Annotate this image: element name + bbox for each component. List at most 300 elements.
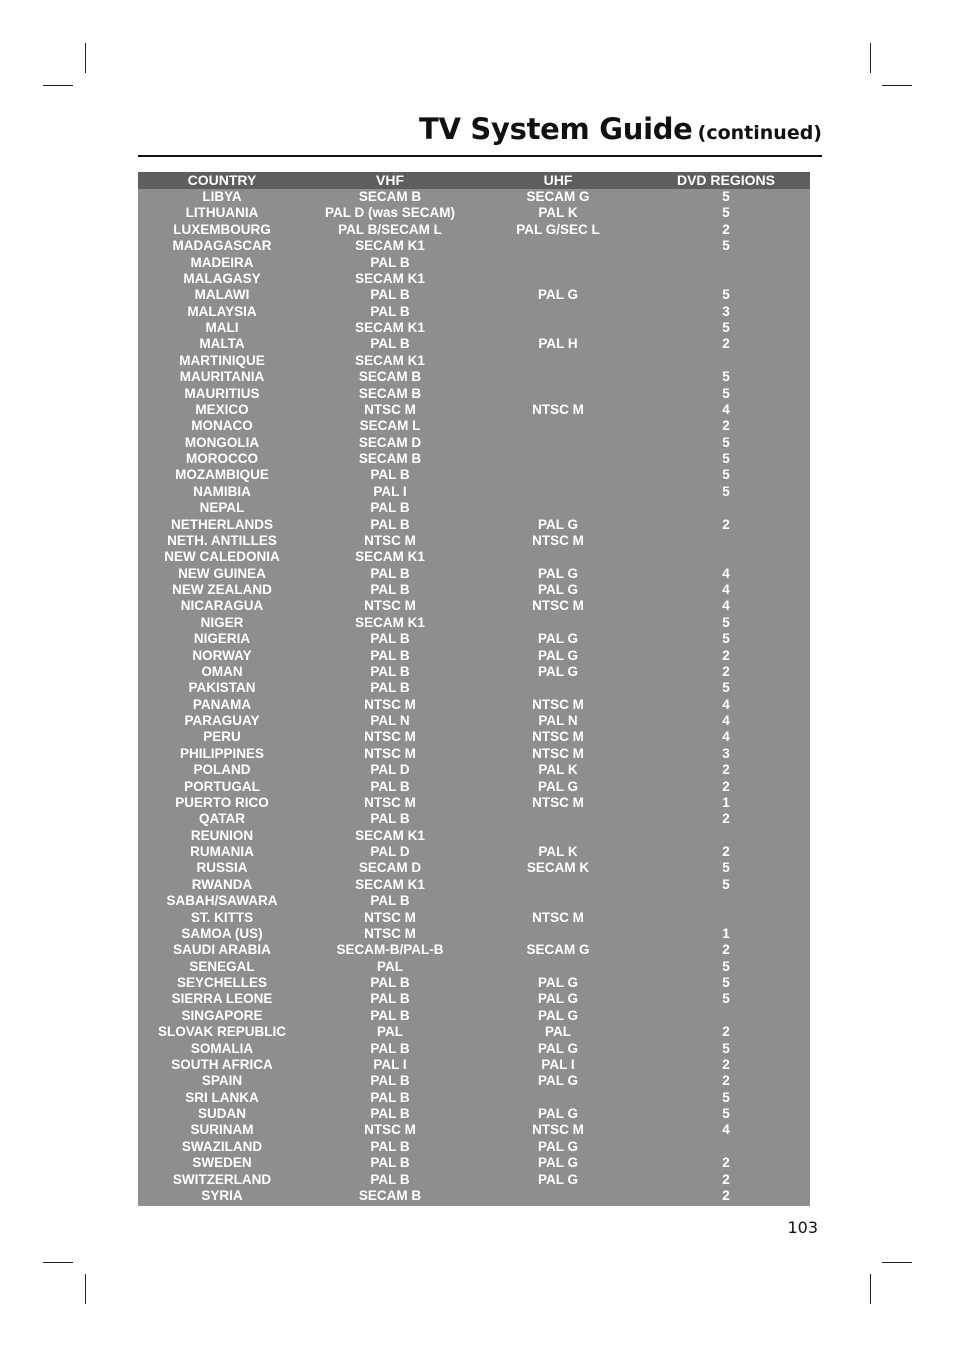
dvd-region-cell: 1 bbox=[722, 925, 730, 941]
dvd-region-cell: 5 bbox=[722, 385, 730, 401]
crop-mark bbox=[882, 1262, 912, 1263]
table-row bbox=[138, 811, 810, 827]
country-cell: ST. KITTS bbox=[190, 909, 254, 925]
uhf-cell bbox=[474, 828, 642, 844]
page-title-main: TV System Guide bbox=[419, 112, 693, 146]
country-cell: NEW ZEALAND bbox=[172, 582, 272, 597]
vhf-cell: SECAM K1 bbox=[355, 320, 425, 335]
table-row bbox=[138, 1106, 810, 1122]
country-cell: SUDAN bbox=[197, 1106, 246, 1121]
vhf-cell: PAL D (was SECAM) bbox=[324, 205, 456, 221]
vhf-cell: NTSC M bbox=[364, 696, 416, 712]
crop-mark bbox=[43, 85, 73, 86]
country-cell: OMAN bbox=[201, 663, 243, 679]
country-cell: POLAND bbox=[193, 762, 251, 778]
vhf-cell: PAL B bbox=[370, 991, 410, 1007]
dvd-region-cell: 5 bbox=[722, 467, 730, 483]
vhf-cell: SECAM K1 bbox=[355, 876, 425, 892]
dvd-region-cell: 2 bbox=[722, 1187, 730, 1203]
vhf-cell: PAL B/SECAM L bbox=[338, 221, 442, 237]
table-row bbox=[138, 1024, 810, 1040]
dvd-region-cell: 2 bbox=[722, 1024, 730, 1040]
uhf-cell bbox=[474, 451, 642, 467]
table-row bbox=[138, 1155, 810, 1171]
uhf-cell bbox=[474, 484, 642, 500]
vhf-cell: SECAM K1 bbox=[355, 549, 425, 565]
country-cell: PANAMA bbox=[192, 696, 252, 712]
uhf-cell: NTSC M bbox=[532, 909, 584, 925]
uhf-cell bbox=[474, 369, 642, 385]
country-cell: RUSSIA bbox=[196, 860, 248, 876]
crop-mark bbox=[870, 43, 871, 73]
country-cell: NICARAGUA bbox=[180, 598, 264, 614]
vhf-cell: SECAM D bbox=[358, 434, 422, 450]
uhf-cell: PAL G bbox=[537, 991, 578, 1007]
table-row bbox=[138, 746, 810, 762]
table-row bbox=[138, 991, 810, 1007]
dvd-region-cell: 4 bbox=[722, 598, 730, 614]
country-cell: SWITZERLAND bbox=[172, 1171, 272, 1187]
vhf-cell: PAL B bbox=[370, 631, 410, 647]
vhf-cell: SECAM D bbox=[358, 860, 422, 876]
table-row bbox=[138, 238, 810, 254]
table-row bbox=[138, 844, 810, 860]
vhf-cell: PAL B bbox=[370, 1138, 410, 1154]
uhf-cell bbox=[474, 959, 642, 975]
country-cell: MONACO bbox=[191, 418, 253, 434]
uhf-cell: PAL G/SEC L bbox=[516, 221, 600, 237]
table-header bbox=[138, 172, 810, 189]
dvd-region-cell bbox=[642, 353, 810, 369]
dvd-region-cell: 4 bbox=[722, 401, 730, 417]
table-row bbox=[138, 762, 810, 778]
vhf-cell: PAL B bbox=[370, 893, 410, 909]
dvd-region-cell bbox=[642, 1139, 810, 1155]
table-row bbox=[138, 697, 810, 713]
header-dvd-regions: DVD REGIONS bbox=[676, 172, 775, 188]
crop-mark bbox=[85, 1274, 86, 1304]
uhf-cell: PAL G bbox=[537, 287, 578, 303]
vhf-cell: PAL B bbox=[370, 1171, 410, 1187]
uhf-cell bbox=[474, 386, 642, 402]
dvd-region-cell bbox=[642, 828, 810, 844]
uhf-cell: NTSC M bbox=[532, 532, 584, 548]
uhf-cell: PAL G bbox=[537, 778, 578, 794]
country-cell: QATAR bbox=[199, 811, 245, 827]
crop-mark bbox=[870, 1274, 871, 1304]
title-rule bbox=[138, 155, 822, 157]
dvd-region-cell: 5 bbox=[722, 958, 730, 974]
country-cell: MAURITIUS bbox=[184, 385, 260, 401]
country-cell: MOROCCO bbox=[186, 451, 258, 466]
dvd-region-cell: 2 bbox=[722, 1171, 730, 1187]
uhf-cell: PAL G bbox=[537, 516, 578, 532]
dvd-region-cell: 5 bbox=[722, 320, 730, 335]
uhf-cell: PAL N bbox=[538, 713, 578, 728]
dvd-region-cell: 2 bbox=[722, 418, 730, 434]
crop-mark bbox=[882, 85, 912, 86]
country-cell: SWEDEN bbox=[192, 1155, 252, 1171]
country-cell: SENEGAL bbox=[189, 958, 255, 974]
uhf-cell bbox=[474, 877, 642, 893]
vhf-cell: PAL B bbox=[370, 1089, 410, 1105]
dvd-region-cell: 2 bbox=[722, 516, 730, 532]
uhf-cell: NTSC M bbox=[532, 729, 584, 745]
uhf-cell: PAL G bbox=[537, 631, 578, 647]
table-row bbox=[138, 975, 810, 991]
table-row bbox=[138, 795, 810, 811]
country-cell: MARTINIQUE bbox=[179, 352, 265, 368]
country-cell: MALTA bbox=[199, 336, 245, 352]
vhf-cell: SECAM B bbox=[358, 451, 422, 466]
country-cell: RUMANIA bbox=[190, 844, 254, 859]
dvd-region-cell: 5 bbox=[722, 1089, 730, 1105]
vhf-cell: NTSC M bbox=[364, 401, 416, 417]
country-cell: SYRIA bbox=[201, 1187, 243, 1203]
table-row bbox=[138, 549, 810, 565]
table-row bbox=[138, 566, 810, 582]
dvd-region-cell: 2 bbox=[722, 1155, 730, 1171]
vhf-cell: PAL B bbox=[370, 1040, 410, 1056]
table-row bbox=[138, 1008, 810, 1024]
country-cell: PARAGUAY bbox=[184, 713, 260, 728]
vhf-cell: NTSC M bbox=[364, 925, 416, 941]
uhf-cell bbox=[474, 680, 642, 696]
uhf-cell bbox=[474, 926, 642, 942]
table-row bbox=[138, 435, 810, 451]
dvd-region-cell bbox=[642, 1008, 810, 1024]
table-body bbox=[138, 189, 810, 1204]
vhf-cell: PAL B bbox=[370, 975, 410, 990]
country-cell: MAURITANIA bbox=[179, 369, 265, 385]
dvd-region-cell: 5 bbox=[722, 189, 730, 204]
country-cell: SIERRA LEONE bbox=[171, 991, 273, 1007]
table-row bbox=[138, 402, 810, 418]
uhf-cell bbox=[474, 238, 642, 254]
country-cell: SAMOA (US) bbox=[181, 925, 263, 941]
table-row bbox=[138, 467, 810, 483]
country-cell: SOUTH AFRICA bbox=[171, 1056, 273, 1072]
dvd-region-cell: 4 bbox=[722, 729, 730, 745]
country-cell: SPAIN bbox=[201, 1073, 243, 1089]
dvd-region-cell bbox=[642, 910, 810, 926]
dvd-region-cell: 5 bbox=[722, 680, 730, 696]
vhf-cell: PAL B bbox=[370, 647, 410, 663]
dvd-region-cell: 3 bbox=[722, 303, 730, 319]
table-row bbox=[138, 222, 810, 238]
country-cell: PUERTO RICO bbox=[175, 794, 269, 810]
dvd-region-cell: 5 bbox=[722, 434, 730, 450]
table-row bbox=[138, 500, 810, 516]
country-cell: SLOVAK REPUBLIC bbox=[157, 1024, 286, 1040]
uhf-cell: PAL K bbox=[538, 844, 578, 859]
uhf-cell bbox=[474, 1188, 642, 1204]
country-cell: MADEIRA bbox=[190, 254, 254, 270]
dvd-region-cell: 2 bbox=[722, 647, 730, 663]
uhf-cell bbox=[474, 811, 642, 827]
crop-mark bbox=[85, 43, 86, 73]
uhf-cell: SECAM K bbox=[526, 860, 590, 876]
vhf-cell: SECAM B bbox=[358, 1187, 422, 1203]
vhf-cell: PAL bbox=[377, 958, 403, 974]
dvd-region-cell bbox=[642, 271, 810, 287]
uhf-cell: NTSC M bbox=[532, 745, 584, 761]
country-cell: SEYCHELLES bbox=[176, 975, 268, 990]
vhf-cell: PAL N bbox=[370, 713, 410, 728]
tv-system-table bbox=[138, 172, 810, 1206]
uhf-cell: PAL G bbox=[537, 647, 578, 663]
table-row bbox=[138, 369, 810, 385]
uhf-cell: PAL G bbox=[537, 1106, 578, 1121]
uhf-cell bbox=[474, 304, 642, 320]
uhf-cell bbox=[474, 271, 642, 287]
dvd-region-cell: 2 bbox=[722, 844, 730, 859]
country-cell: LUXEMBOURG bbox=[173, 221, 271, 237]
uhf-cell: PAL G bbox=[537, 1007, 578, 1023]
table-row bbox=[138, 1139, 810, 1155]
country-cell: MALAYSIA bbox=[187, 303, 257, 319]
table-row bbox=[138, 1122, 810, 1138]
table-row bbox=[138, 304, 810, 320]
vhf-cell: SECAM-B/PAL-B bbox=[336, 942, 444, 958]
uhf-cell: NTSC M bbox=[532, 794, 584, 810]
table-row bbox=[138, 648, 810, 664]
table-row bbox=[138, 959, 810, 975]
vhf-cell: PAL D bbox=[370, 762, 410, 778]
table-row bbox=[138, 926, 810, 942]
country-cell: MADAGASCAR bbox=[172, 238, 272, 254]
table-row bbox=[138, 631, 810, 647]
dvd-region-cell: 2 bbox=[722, 778, 730, 794]
table-row bbox=[138, 1172, 810, 1188]
table-row bbox=[138, 582, 810, 598]
country-cell: MONGOLIA bbox=[184, 434, 260, 450]
dvd-region-cell: 5 bbox=[722, 369, 730, 385]
vhf-cell: SECAM L bbox=[359, 418, 421, 434]
vhf-cell: PAL B bbox=[370, 565, 410, 581]
table-row bbox=[138, 205, 810, 221]
country-cell: NEPAL bbox=[199, 500, 245, 516]
vhf-cell: PAL I bbox=[373, 483, 407, 499]
table-row bbox=[138, 942, 810, 958]
dvd-region-cell: 2 bbox=[722, 811, 730, 827]
uhf-cell bbox=[474, 615, 642, 631]
country-cell: SWAZILAND bbox=[181, 1138, 263, 1154]
uhf-cell bbox=[474, 1090, 642, 1106]
table-row bbox=[138, 533, 810, 549]
country-cell: MALAWI bbox=[194, 287, 250, 303]
table-row bbox=[138, 451, 810, 467]
country-cell: NETH. ANTILLES bbox=[167, 532, 277, 548]
country-cell: PHILIPPINES bbox=[179, 745, 265, 761]
page-title-subtitle: (continued) bbox=[697, 122, 822, 144]
table-row bbox=[138, 517, 810, 533]
dvd-region-cell: 4 bbox=[722, 713, 730, 728]
table-row bbox=[138, 910, 810, 926]
country-cell: PERU bbox=[203, 729, 241, 745]
dvd-region-cell: 5 bbox=[722, 631, 730, 647]
vhf-cell: SECAM K1 bbox=[355, 238, 425, 254]
vhf-cell: PAL B bbox=[370, 336, 410, 352]
table-row bbox=[138, 779, 810, 795]
vhf-cell: SECAM K1 bbox=[355, 827, 425, 843]
vhf-cell: PAL B bbox=[370, 582, 410, 597]
country-cell: NIGER bbox=[200, 614, 244, 630]
uhf-cell: PAL H bbox=[538, 336, 578, 352]
vhf-cell: PAL I bbox=[373, 1056, 407, 1072]
country-cell: MALAGASY bbox=[183, 270, 261, 286]
dvd-region-cell bbox=[642, 549, 810, 565]
vhf-cell: PAL B bbox=[370, 516, 410, 532]
uhf-cell: PAL G bbox=[537, 1138, 578, 1154]
vhf-cell: SECAM K1 bbox=[355, 614, 425, 630]
country-cell: PORTUGAL bbox=[184, 778, 260, 794]
uhf-cell: PAL I bbox=[541, 1056, 575, 1072]
vhf-cell: PAL bbox=[377, 1024, 403, 1040]
uhf-cell: PAL G bbox=[537, 1073, 578, 1089]
vhf-cell: SECAM B bbox=[358, 385, 422, 401]
vhf-cell: NTSC M bbox=[364, 794, 416, 810]
table-row bbox=[138, 189, 810, 205]
table-row bbox=[138, 255, 810, 271]
dvd-region-cell: 5 bbox=[722, 483, 730, 499]
dvd-region-cell: 1 bbox=[722, 794, 730, 810]
uhf-cell: PAL G bbox=[537, 565, 578, 581]
vhf-cell: PAL D bbox=[370, 844, 410, 859]
vhf-cell: PAL B bbox=[370, 778, 410, 794]
table-row bbox=[138, 860, 810, 876]
uhf-cell: NTSC M bbox=[532, 696, 584, 712]
dvd-region-cell: 3 bbox=[722, 745, 730, 761]
vhf-cell: SECAM K1 bbox=[355, 270, 425, 286]
country-cell: LIBYA bbox=[202, 189, 242, 204]
uhf-cell: SECAM G bbox=[526, 942, 590, 958]
dvd-region-cell: 5 bbox=[722, 991, 730, 1007]
table-row bbox=[138, 386, 810, 402]
header-uhf: UHF bbox=[543, 172, 573, 188]
table-row bbox=[138, 828, 810, 844]
page-title bbox=[419, 112, 822, 146]
vhf-cell: SECAM K1 bbox=[355, 352, 425, 368]
country-cell: SAUDI ARABIA bbox=[173, 942, 271, 958]
dvd-region-cell: 2 bbox=[722, 221, 730, 237]
uhf-cell: PAL G bbox=[537, 1171, 578, 1187]
header-vhf: VHF bbox=[376, 172, 404, 188]
dvd-region-cell bbox=[642, 533, 810, 549]
uhf-cell: NTSC M bbox=[532, 598, 584, 614]
dvd-region-cell bbox=[642, 500, 810, 516]
uhf-cell: SECAM G bbox=[526, 189, 590, 204]
table-row bbox=[138, 1188, 810, 1204]
uhf-cell bbox=[474, 893, 642, 909]
uhf-cell bbox=[474, 467, 642, 483]
uhf-cell: PAL G bbox=[537, 975, 578, 990]
table-row bbox=[138, 615, 810, 631]
table-row bbox=[138, 598, 810, 614]
uhf-cell: NTSC M bbox=[532, 401, 584, 417]
country-cell: NETHERLANDS bbox=[170, 516, 273, 532]
country-cell: NEW CALEDONIA bbox=[164, 549, 280, 565]
uhf-cell bbox=[474, 435, 642, 451]
vhf-cell: NTSC M bbox=[364, 598, 416, 614]
header-country: COUNTRY bbox=[187, 172, 257, 188]
vhf-cell: PAL B bbox=[370, 467, 410, 483]
vhf-cell: PAL B bbox=[370, 1106, 410, 1121]
vhf-cell: PAL B bbox=[370, 663, 410, 679]
page-number: 103 bbox=[787, 1218, 818, 1237]
dvd-region-cell: 4 bbox=[722, 582, 730, 597]
country-cell: SINGAPORE bbox=[181, 1007, 263, 1023]
table-row bbox=[138, 877, 810, 893]
table-row bbox=[138, 336, 810, 352]
uhf-cell: PAL K bbox=[538, 205, 578, 221]
vhf-cell: PAL B bbox=[370, 811, 410, 827]
table-row bbox=[138, 320, 810, 336]
vhf-cell: SECAM B bbox=[358, 189, 422, 204]
table-row bbox=[138, 1090, 810, 1106]
country-cell: LITHUANIA bbox=[185, 205, 259, 221]
uhf-cell: PAL G bbox=[537, 663, 578, 679]
country-cell: SRI LANKA bbox=[185, 1089, 259, 1105]
table-row bbox=[138, 353, 810, 369]
table-row bbox=[138, 418, 810, 434]
dvd-region-cell: 2 bbox=[722, 1073, 730, 1089]
dvd-region-cell: 5 bbox=[722, 238, 730, 254]
country-cell: PAKISTAN bbox=[188, 680, 256, 696]
vhf-cell: PAL B bbox=[370, 287, 410, 303]
dvd-region-cell: 5 bbox=[722, 1040, 730, 1056]
table-row bbox=[138, 713, 810, 729]
table-row bbox=[138, 680, 810, 696]
vhf-cell: PAL B bbox=[370, 254, 410, 270]
table-row bbox=[138, 1041, 810, 1057]
dvd-region-cell bbox=[642, 893, 810, 909]
uhf-cell: PAL G bbox=[537, 1040, 578, 1056]
dvd-region-cell: 4 bbox=[722, 1122, 730, 1138]
table-row bbox=[138, 484, 810, 500]
country-cell: REUNION bbox=[190, 827, 254, 843]
table-row bbox=[138, 271, 810, 287]
vhf-cell: NTSC M bbox=[364, 532, 416, 548]
dvd-region-cell: 2 bbox=[722, 663, 730, 679]
country-cell: NAMIBIA bbox=[193, 483, 251, 499]
uhf-cell: PAL G bbox=[537, 1155, 578, 1171]
uhf-cell: PAL K bbox=[538, 762, 578, 778]
uhf-cell bbox=[474, 500, 642, 516]
vhf-cell: SECAM B bbox=[358, 369, 422, 385]
vhf-cell: PAL B bbox=[370, 500, 410, 516]
dvd-region-cell: 5 bbox=[722, 860, 730, 876]
dvd-region-cell: 5 bbox=[722, 876, 730, 892]
vhf-cell: PAL B bbox=[370, 1073, 410, 1089]
dvd-region-cell: 2 bbox=[722, 942, 730, 958]
vhf-cell: NTSC M bbox=[364, 729, 416, 745]
country-cell: MEXICO bbox=[195, 401, 249, 417]
uhf-cell bbox=[474, 353, 642, 369]
vhf-cell: NTSC M bbox=[364, 745, 416, 761]
dvd-region-cell: 5 bbox=[722, 975, 730, 990]
country-cell: NIGERIA bbox=[193, 631, 251, 647]
dvd-region-cell: 2 bbox=[722, 1056, 730, 1072]
dvd-region-cell: 5 bbox=[722, 451, 730, 466]
uhf-cell bbox=[474, 255, 642, 271]
vhf-cell: PAL B bbox=[370, 1155, 410, 1171]
dvd-region-cell: 4 bbox=[722, 696, 730, 712]
dvd-region-cell: 5 bbox=[722, 287, 730, 303]
vhf-cell: PAL B bbox=[370, 680, 410, 696]
uhf-cell bbox=[474, 549, 642, 565]
country-cell: MOZAMBIQUE bbox=[175, 467, 269, 483]
